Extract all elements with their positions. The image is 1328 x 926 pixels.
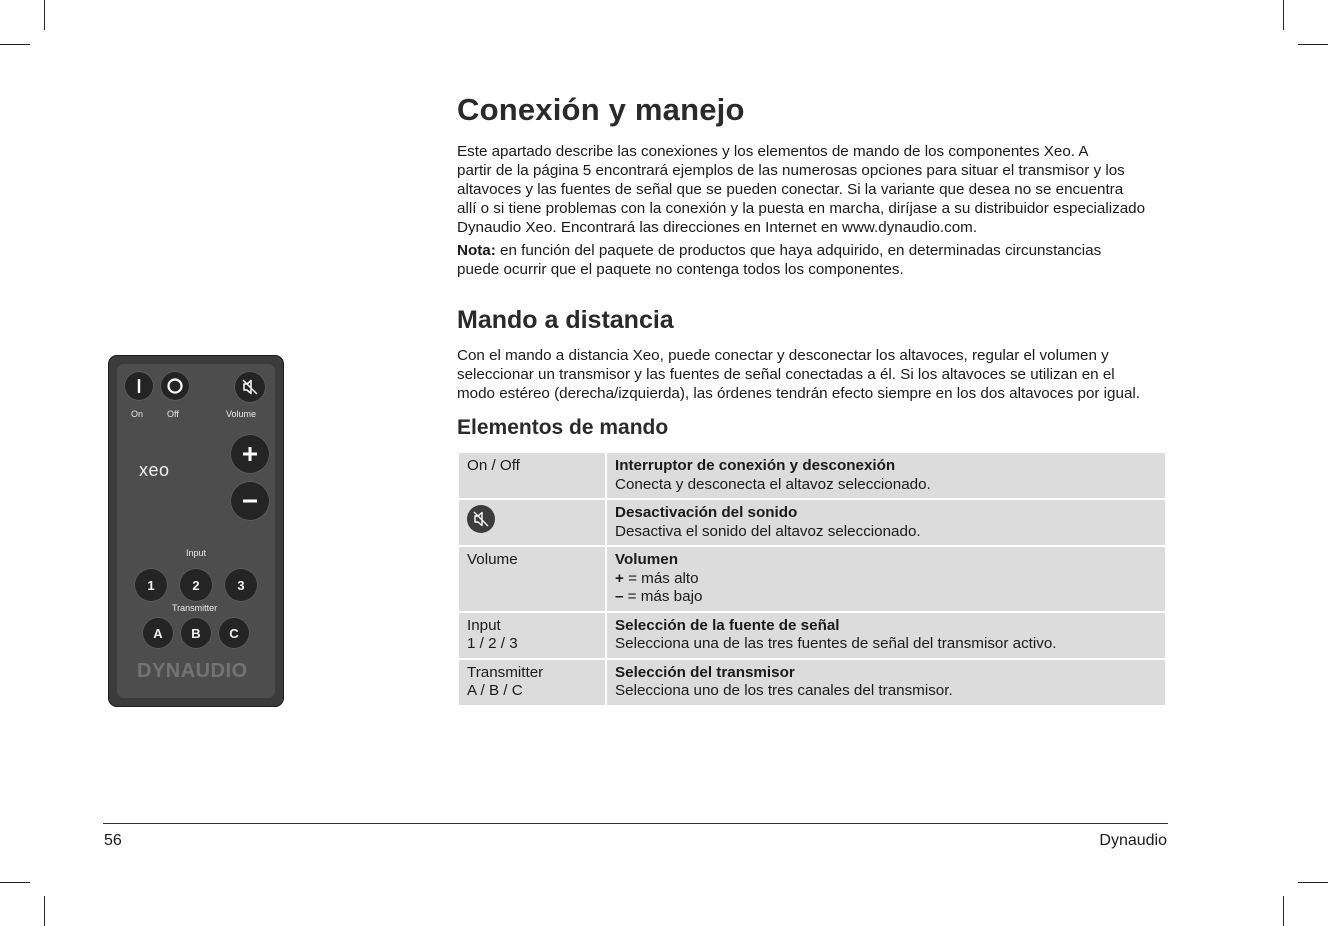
power-off-icon xyxy=(160,371,190,401)
plus-symbol: + xyxy=(615,569,624,587)
control-text: = más alto xyxy=(623,569,699,587)
control-key xyxy=(459,453,605,498)
mute-icon xyxy=(467,505,495,533)
footer-divider xyxy=(103,823,1168,824)
transmitter-a-button: A xyxy=(142,617,174,649)
crop-mark xyxy=(1283,0,1284,30)
input-2-button: 2 xyxy=(179,568,213,602)
remote-paragraph xyxy=(457,346,1169,403)
control-text: Selecciona uno de los tres canales del transmisor. xyxy=(615,682,953,699)
key-text: A / B / C xyxy=(467,682,523,699)
controls-table xyxy=(457,451,1167,707)
note-label: Nota: xyxy=(457,242,496,259)
control-desc xyxy=(607,500,1165,545)
page-title: Conexión y manejo xyxy=(457,92,745,127)
remote-line: modo estéreo (derecha/izquierda), las órdenes tendrán efecto siempre en los dos altavoces por igual. xyxy=(457,385,1140,402)
xeo-logo: xeo xyxy=(139,460,170,480)
control-desc xyxy=(607,547,1165,611)
input-3-button: 3 xyxy=(224,568,258,602)
control-desc xyxy=(607,453,1165,498)
control-title: Selección del transmisor xyxy=(615,663,795,681)
key-text: 1 / 2 / 3 xyxy=(467,635,518,652)
control-title: Desactivación del sonido xyxy=(615,504,798,521)
volume-up-icon xyxy=(230,434,270,474)
crop-mark xyxy=(44,0,45,30)
intro-line: Este apartado describe las conexiones y los elementos de mando de los componentes Xeo. A xyxy=(457,143,1089,160)
table-row xyxy=(459,660,1165,705)
section-title-controls: Elementos de mando xyxy=(457,416,669,439)
footer-brand: Dynaudio xyxy=(1099,832,1167,849)
note-paragraph xyxy=(457,241,1169,279)
control-desc xyxy=(607,660,1165,705)
control-text: Selecciona una de las tres fuentes de señal del transmisor activo. xyxy=(615,635,1057,652)
key-text: Transmitter xyxy=(467,663,544,681)
input-label: Input xyxy=(186,548,207,558)
note-text: en función del paquete de productos que haya adquirido, en determinadas circunstancias xyxy=(495,242,1102,259)
intro-paragraph xyxy=(457,142,1169,237)
control-key xyxy=(459,613,605,658)
crop-mark xyxy=(1283,896,1284,926)
intro-line: Dynaudio Xeo. Encontrará las direcciones en Internet en www.dynaudio.com. xyxy=(457,219,978,236)
volume-down-icon xyxy=(230,481,270,521)
crop-mark xyxy=(1298,882,1328,883)
control-title: Volumen xyxy=(615,551,679,568)
transmitter-label: Transmitter xyxy=(172,603,218,613)
off-label: Off xyxy=(167,409,179,419)
control-desc xyxy=(607,613,1165,658)
mute-icon xyxy=(234,371,266,403)
volume-label: Volume xyxy=(226,409,257,419)
note-text: puede ocurrir que el paquete no contenga todos los componentes. xyxy=(457,261,904,278)
table-row xyxy=(459,453,1165,498)
table-row xyxy=(459,547,1165,611)
section-title-remote: Mando a distancia xyxy=(457,306,674,334)
control-text: = más bajo xyxy=(623,588,703,605)
table-row xyxy=(459,613,1165,658)
key-text: Volume xyxy=(467,551,518,568)
control-text: Conecta y desconecta el altavoz seleccionado. xyxy=(615,475,931,493)
dynaudio-logo: DYNAUDIO xyxy=(137,660,248,682)
key-text: Input xyxy=(467,616,501,634)
page-number: 56 xyxy=(104,832,122,849)
control-title: Selección de la fuente de señal xyxy=(615,616,840,634)
control-text: Desactiva el sonido del altavoz seleccionado. xyxy=(615,522,921,540)
transmitter-c-button: C xyxy=(218,617,250,649)
key-text: On / Off xyxy=(467,457,520,474)
remote-control-illustration xyxy=(108,355,284,707)
control-key xyxy=(459,547,605,611)
table-row xyxy=(459,500,1165,545)
crop-mark xyxy=(0,44,30,45)
remote-face xyxy=(117,364,275,698)
intro-line: partir de la página 5 encontrará ejemplos de las numerosas opciones para situar el transmisor y los xyxy=(457,162,1125,179)
remote-line: Con el mando a distancia Xeo, puede conectar y desconectar los altavoces, regular el volumen y xyxy=(457,347,1109,364)
control-key xyxy=(459,660,605,705)
intro-line: altavoces y las fuentes de señal que se pueden conectar. Si la variante que desea no se encuentra xyxy=(457,181,1124,198)
control-title: Interruptor de conexión y desconexión xyxy=(615,457,896,474)
remote-line: seleccionar un transmisor y las fuentes de señal conectadas a él. Si los altavoces se utilizan en el xyxy=(457,366,1115,383)
transmitter-b-button: B xyxy=(180,617,212,649)
crop-mark xyxy=(1298,44,1328,45)
crop-mark xyxy=(44,896,45,926)
control-key xyxy=(459,500,605,545)
minus-symbol: – xyxy=(615,588,624,605)
power-on-icon xyxy=(124,371,154,401)
on-label: On xyxy=(131,409,144,419)
input-1-button: 1 xyxy=(134,568,168,602)
crop-mark xyxy=(0,882,30,883)
intro-line: allí o si tiene problemas con la conexión y la puesta en marcha, diríjase a su distribuidor especializado xyxy=(457,200,1146,217)
